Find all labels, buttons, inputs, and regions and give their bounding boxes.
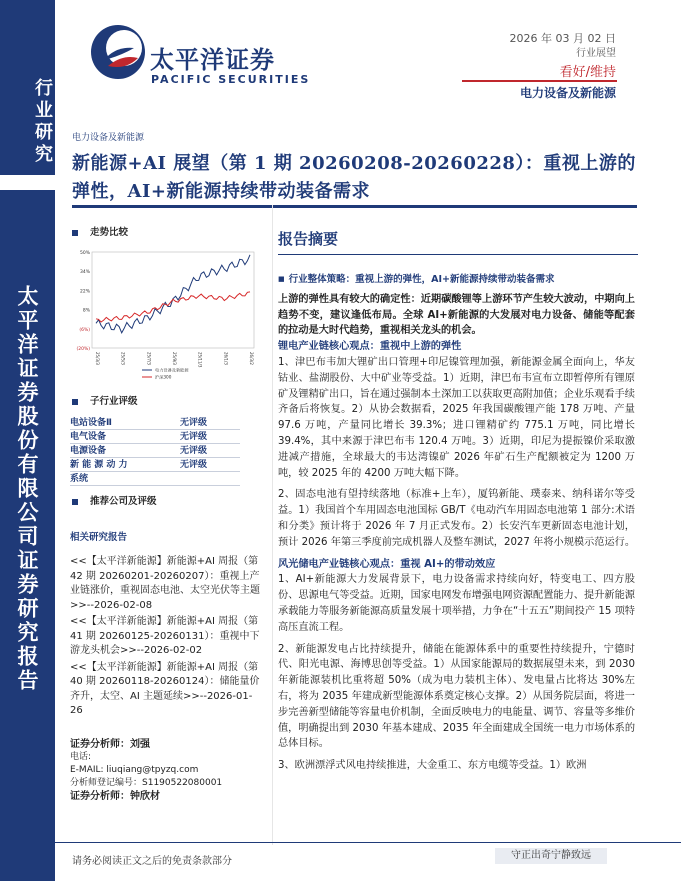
pacific-logo-icon [88, 22, 148, 82]
related-list [70, 555, 260, 721]
report-date: 2026 年 03 月 02 日 [509, 32, 616, 45]
industry-rating: 看好/维持 [559, 65, 616, 80]
sub-industry-name: 新 能 源 动 力 [70, 460, 128, 470]
analyst-info [70, 738, 260, 803]
y-tick-label: 50% [79, 251, 90, 256]
strategy-text: 上游的弹性具有较大的确定性：近期碳酸锂等上游环节产生较大波动，中期向上趋势不变，建议逢低布局。全球 AI+新能源的大发展对电力设备、储能等配套的拉动是大时代趋势，重视相关龙头的机会。 [278, 293, 635, 337]
series-line [96, 255, 250, 333]
wind-heading: 风光储电产业链核心观点：重视 AI+的带动效应 [278, 558, 496, 570]
disclaimer-note: 请务必阅读正文之后的免责条款部分 [72, 856, 232, 867]
industry-name: 电力设备及新能源 [519, 86, 616, 100]
report-type: 行业展望 [576, 48, 616, 59]
x-tick-label: 26/1/3 [223, 352, 229, 365]
sub-rating-heading: 子行业评级 [72, 393, 138, 407]
footer-rule [55, 842, 681, 843]
sub-industry-rating: 无评级 [180, 446, 208, 456]
sub-industry-rating [180, 474, 240, 483]
lithium-point-1: 1、津巴布韦加大锂矿出口管理+印尼镍管理加强，新能源金属全面向上，华友钴业、盐湖股份、大中矿业等受益。1）近期，津巴布韦宣布立即暂停所有锂原矿及锂精矿出口，旨在通过强制本土深加工以获取更高附加值；企业乐观看手续齐备后将恢复。2）从协会数据看，2025 年我国碳酸锂产能 178 万吨、产量 97.6 万吨，产量同比增长 39.3%；进口锂精矿约 775.1 万吨，同比增长 39.4%，其中来源于津巴布韦 120.4 万吨。3）近期，印尼为提振镍价采取激进减产措施，全球最大的韦达湾镍矿 2026 年矿石生产配额被定为 1200 万吨，较 2025 年的 4200 万吨大幅下降。 [278, 356, 635, 479]
sidebar-bottom-label: 太平洋证券股份有限公司证券研究报告 [15, 285, 40, 693]
sub-industry-name: 电站设备Ⅱ [70, 418, 112, 428]
wind-point-3: 3、欧洲漂浮式风电持续推进，大金重工、东方电缆等受益。1）欧洲 [278, 760, 587, 772]
trend-heading: 走势比较 [72, 224, 128, 238]
sub-rating-row [70, 444, 240, 458]
x-tick-label: 25/11/3 [197, 352, 203, 368]
y-tick-label: (20%) [76, 347, 90, 352]
y-tick-label: 8% [82, 308, 90, 314]
page-title: 新能源+AI 展望（第 1 期 20260208-20260228）：重视上游的弹性，AI+新能源持续带动装备需求 [72, 153, 636, 202]
sidebar-top-label: 行业研究 [32, 78, 53, 166]
x-tick-label: 26/3/2 [249, 352, 254, 365]
y-tick-label: 22% [79, 289, 90, 295]
title-rule [72, 205, 637, 208]
analyst-phone: 电话: [70, 752, 92, 762]
sub-industry-name: 电源设备 [70, 446, 107, 456]
sub-rating-row [70, 472, 240, 486]
report-rule [278, 254, 638, 255]
wind-point-1: 1、AI+新能源大力发展背景下，电力设备需求持续向好，特变电工、四方股份、思源电气等受益。近期，国家电网发布增强电网资源配置能力、提升新能源承载能力等服务新能源高质量发展十项举措，力争在“十五五”期间投产 15 项特高压直流工程。 [278, 574, 635, 633]
sub-industry-name: 电气设备 [70, 432, 107, 442]
recommend-heading: 推荐公司及评级 [72, 493, 157, 507]
sub-industry-rating: 无评级 [180, 460, 208, 470]
x-tick-label: 25/3/3 [95, 352, 100, 365]
related-heading: 相关研究报告 [70, 532, 128, 543]
strategy-heading: ■ 行业整体策略：重视上游的弹性，AI+新能源持续带动装备需求 [278, 272, 635, 288]
x-tick-label: 25/9/3 [172, 352, 177, 365]
trend-chart [70, 246, 260, 386]
sub-rating-row [70, 458, 240, 472]
analyst-email[interactable]: E-MAIL: liuqiang@tpyzq.com [70, 765, 199, 775]
analyst-license: 分析师登记编号：S1190522080001 [70, 778, 223, 788]
legend-label: 电力设备及新能源 [155, 367, 189, 373]
header-divider [462, 80, 617, 82]
sub-rating-row [70, 416, 240, 430]
sub-rating-table [70, 416, 240, 486]
legend-label: 沪深300 [155, 374, 172, 380]
sub-industry-name: 系统 [70, 474, 89, 484]
related-report-link[interactable]: <<【太平洋新能源】新能源+AI 周报（第 41 期 20260125-20260131）：重视中下游龙头机会>>--2026-02-02 [70, 616, 260, 656]
report-heading: 报告摘要 [278, 230, 339, 248]
y-tick-label: 34% [79, 270, 90, 276]
analyst2-name: 证券分析师：钟欣材 [70, 791, 160, 802]
breadcrumb: 电力设备及新能源 [72, 133, 145, 143]
report-body [278, 272, 635, 780]
brand-name-en: PACIFIC SECURITIES [151, 73, 311, 86]
sub-industry-rating: 无评级 [180, 418, 208, 428]
column-divider [272, 205, 273, 845]
sub-rating-row [70, 430, 240, 444]
x-tick-label: 25/5/3 [120, 352, 126, 365]
related-report-link[interactable]: <<【太平洋新能源】新能源+AI 周报（第 42 期 20260201-20260207）：重视上产业链涨价，重视固态电池、太空光伏等主题>>--2026-02-08 [70, 556, 260, 611]
related-report-link[interactable]: <<【太平洋新能源】新能源+AI 周报（第 40 期 20260118-20260124）：储能量价齐升，太空、AI 主题延续>>--2026-01-26 [70, 661, 260, 716]
lithium-point-2: 2、固态电池有望持续落地（标准+上车），厦钨新能、璞泰来、纳科诺尔等受益。1）我国首个车用固态电池国标 GB/T《电动汽车用固态电池第 1 部分:术语和分类》预计将于 2026 年 7 月正式发布。2）长安汽车更新固态电池计划，预计 2026 年第三季度前完成机器人及整车测试，2027 年将小规模示范运行。 [278, 489, 636, 548]
sub-industry-rating: 无评级 [180, 432, 208, 442]
company-motto: 守正出奇宁静致远 [495, 848, 607, 864]
x-tick-label: 25/7/3 [146, 352, 152, 365]
series-line [96, 292, 250, 322]
y-tick-label: (6%) [79, 327, 90, 333]
wind-point-2: 2、新能源发电占比持续提升，储能在能源体系中的重要性持续提升，宁德时代、阳光电源、海博思创等受益。1）从国家能源局的数据展望未来，到 2030 年新能源装机比重将超 50%（成为电力装机主体）、发电量占比将达 30%左右，将为 2035 年建成新型能源体系奠定核心支撑。2）从国务院层面，将进一步完善新型储能等容量电价机制，全面反映电力的电能量、调节、容量等多维价值，明确提出到 2030 年基本建成、2035 年全面建成全国统一电力市场体系的总体目标。 [278, 643, 636, 750]
brand-name-cn: 太平洋证券 [150, 46, 275, 74]
analyst-name: 证券分析师：刘强 [70, 739, 150, 750]
lithium-heading: 锂电产业链核心观点：重视中上游的弹性 [278, 341, 462, 353]
